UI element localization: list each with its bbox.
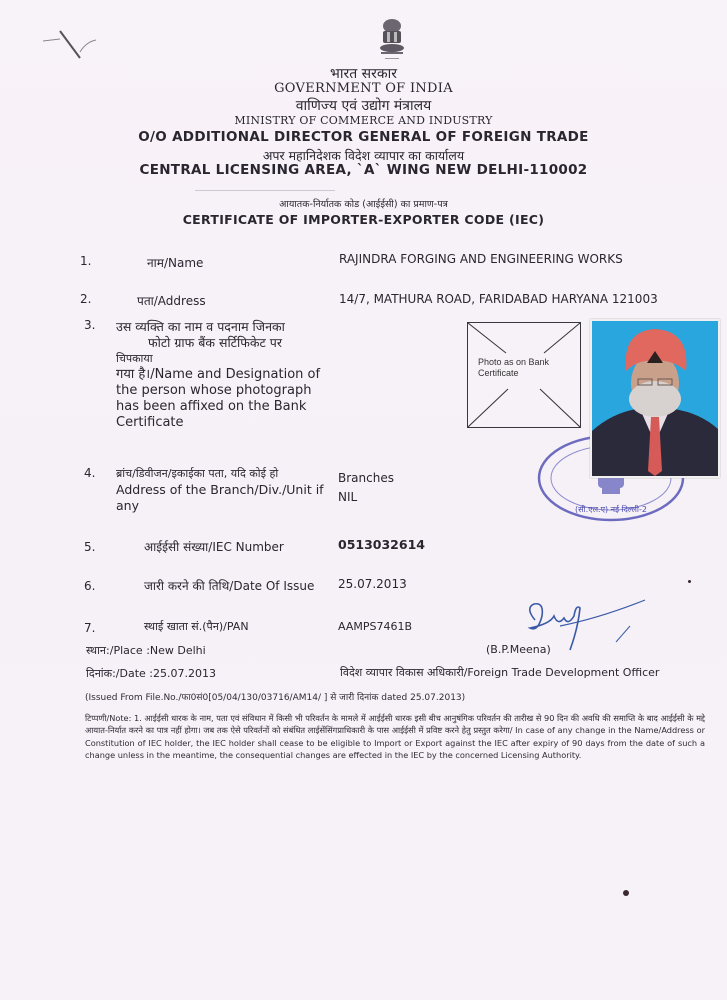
government-heading: GOVERNMENT OF INDIA <box>274 81 453 96</box>
divider <box>195 190 335 191</box>
label-line: चिपकाया <box>116 352 153 365</box>
branch-value: NIL <box>338 490 358 504</box>
person-portrait <box>592 321 718 476</box>
date-text: दिनांक:/Date :25.07.2013 <box>86 667 216 680</box>
ink-spot <box>688 580 691 583</box>
label-line: उस व्यक्ति का नाम व पदनाम जिनका <box>116 319 285 334</box>
hindi-certificate-title: आयातक-निर्यातक कोड (आईईसी) का प्रमाण-पत्र <box>279 199 448 210</box>
stamp-text: (सी.एल.ए) नई दिल्ली-2 <box>575 505 647 514</box>
office-heading: O/O ADDITIONAL DIRECTOR GENERAL OF FOREIGN TRADE <box>138 129 589 145</box>
label-line: has been affixed on the Bank <box>116 399 307 414</box>
label-line: any <box>116 498 139 513</box>
hindi-ministry-heading: वाणिज्य एवं उद्योग मंत्रालय <box>295 98 432 114</box>
corner-mark-icon <box>38 28 108 68</box>
officer-signature <box>520 598 650 668</box>
field-number: 4. <box>84 466 96 480</box>
field-number: 2. <box>80 292 92 306</box>
label-line: Address of the Branch/Div./Unit if <box>116 482 324 497</box>
place-text: स्थान:/Place :New Delhi <box>86 644 206 657</box>
officer-title: विदेश व्यापार विकास अधिकारी/Foreign Trade Development Officer <box>340 666 660 679</box>
national-emblem-icon <box>375 18 409 62</box>
hindi-government-heading: भारत सरकार <box>330 66 397 82</box>
ministry-heading: MINISTRY OF COMMERCE AND INDUSTRY <box>234 114 493 127</box>
note-text: टिप्पणी/Note: 1. आईईसी धारक के नाम, पता एवं संविधान में किसी भी परिवर्तन के मामले में आईईसी धारक इसी बीच आनुषंगिक परिवर्तन की तारीख से 90 दिन की अवधि की समाप्ति के बाद आईईसी के मद्दे आयात-निर्यात करने का पात्र नहीं होगा। जब तक ऐसे परिवर्तनों को संबंधित लाईसेंसिंगप्राधिकारी के पास आईईसी में प्रविष्ट करने हेतु प्रस्तुत करेगा/ In case of any change in the Name/Address or Constitution of IEC holder, the IEC holder shall cease to be eligible to Import or Export against the IEC after expiry of 90 days from the date of such a change unless in the meantime, the consequential changes are effected in the IEC by the concerned Licensing Authority. <box>85 713 705 761</box>
label-line: फोटो ग्राफ बैंक सर्टिफिकेट पर <box>148 335 282 350</box>
field-number: 3. <box>84 318 96 332</box>
holder-photo <box>590 319 720 478</box>
photo-placeholder-box <box>467 322 581 428</box>
label-line: गया है।/Name and Designation of <box>116 367 321 382</box>
pan-value: AAMPS7461B <box>338 620 413 633</box>
label-line: ब्रांच/डिवीजन/इकाईका पता, यदि कोई हो <box>116 467 279 480</box>
field-number: 5. <box>84 540 96 554</box>
photo-placeholder-caption: Photo as on Bank Certificate <box>478 357 550 378</box>
hindi-office-heading: अपर महानिदेशक विदेश व्यापार का कार्यालय <box>262 148 465 163</box>
address-label: पता/Address <box>137 294 206 308</box>
officer-name: (B.P.Meena) <box>486 643 551 656</box>
photo-person-label <box>116 319 336 431</box>
branch-value: Branches <box>338 471 394 485</box>
iec-number-value: 0513032614 <box>338 537 425 552</box>
iec-number-label: आईईसी संख्या/IEC Number <box>144 540 284 554</box>
issued-from-text: (Issued From File.No./फा0सं0[05/04/130/03716/AM14/ ] से जारी दिनांक dated 25.07.2013) <box>85 693 466 703</box>
date-of-issue-value: 25.07.2013 <box>338 577 407 591</box>
name-value: RAJINDRA FORGING AND ENGINEERING WORKS <box>339 252 623 266</box>
name-label: नाम/Name <box>147 256 204 270</box>
ink-spot <box>623 890 629 896</box>
field-number: 7. <box>84 621 96 635</box>
address-value: 14/7, MATHURA ROAD, FARIDABAD HARYANA 121003 <box>339 292 658 306</box>
label-line: Certificate <box>116 415 184 430</box>
pan-label: स्थाई खाता सं.(पैन)/PAN <box>144 620 249 633</box>
label-line: the person whose photograph <box>116 383 312 398</box>
field-number: 6. <box>84 579 96 593</box>
field-number: 1. <box>80 254 92 268</box>
date-of-issue-label: जारी करने की तिथि/Date Of Issue <box>144 579 315 593</box>
licensing-area-heading: CENTRAL LICENSING AREA, `A` WING NEW DELHI-110002 <box>139 162 588 178</box>
certificate-title: CERTIFICATE OF IMPORTER-EXPORTER CODE (IEC) <box>182 212 545 227</box>
branch-address-label <box>116 466 326 514</box>
